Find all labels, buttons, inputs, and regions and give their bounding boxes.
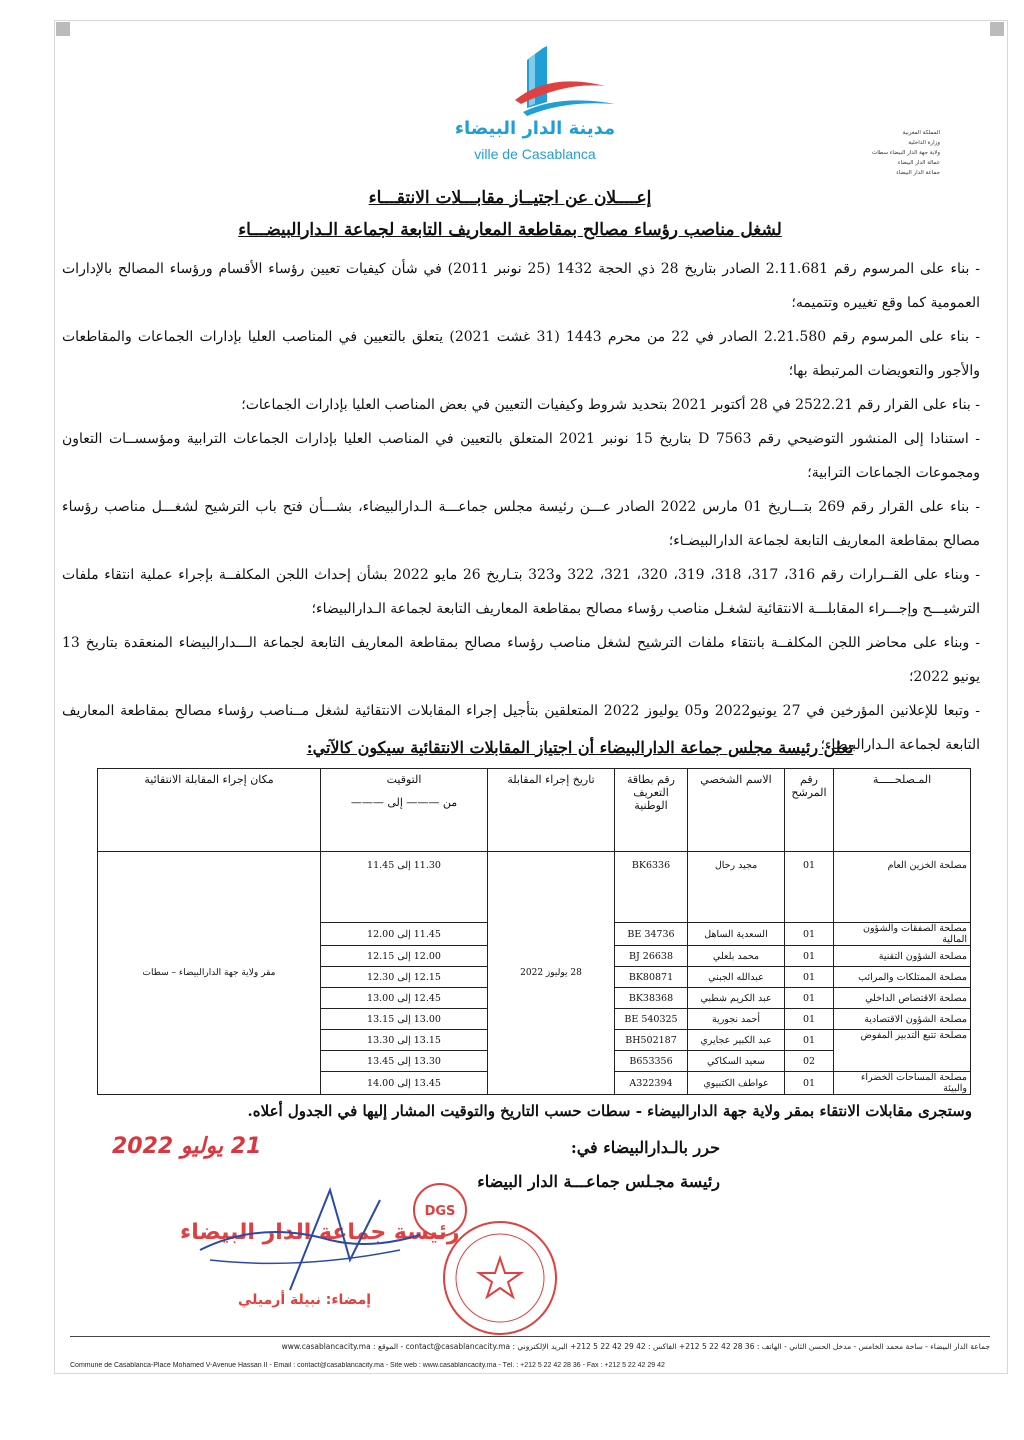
- preamble-paragraph: - وبناء على القــرارات رقم 316، 317، 318، 319، 320، 321، 322 و323 بتـاريخ 26 مايو 2022 بشأن إحداث اللجن المكلفــة بإجراء عملية انتقاء ملفات الترشيـــح وإجـــراء المقابلـــة الانتقائية لشغـل مناصب رؤساء مصالح بمقاطعة المعاريف التابعة لجماعة الـدارالبيضاء؛: [62, 567, 981, 617]
- scan-corner-mark: [56, 22, 70, 36]
- interview-schedule-table: [97, 768, 971, 1095]
- cell-time: 11.30 إلى 11.45: [321, 852, 488, 923]
- footer-divider: [70, 1336, 990, 1337]
- cell-name: عبدالله الجبني: [688, 967, 785, 988]
- document-subtitle: لشغل مناصب رؤساء مصالح بمقاطعة المعاريف التابعة لجماعة الـدارالبيضـــاء: [238, 220, 782, 240]
- preamble: [62, 252, 980, 762]
- header-time: [321, 769, 488, 852]
- cell-name: عبد الكريم شطبي: [688, 988, 785, 1009]
- cell-name: السعدية الساهل: [688, 923, 785, 946]
- place-label: حرر بالـدارالبيضاء في:: [570, 1138, 720, 1157]
- cell-number: 01: [785, 967, 834, 988]
- admin-line: جماعة الدار البيضاء: [896, 170, 940, 176]
- scan-corner-mark: [990, 22, 1004, 36]
- dgs-stamp-label: DGS: [424, 1204, 456, 1219]
- cell-name: مجيد رحال: [688, 852, 785, 923]
- cell-time: 13.00 إلى 13.15: [321, 1009, 488, 1030]
- signed-name: إمضاء: نبيلة أرميلي: [238, 1292, 372, 1308]
- header-time-range: من ——— إلى ———: [350, 796, 458, 809]
- cell-service: مصلحة الاقتصاص الداخلي: [834, 988, 971, 1009]
- cell-time: 13.45 إلى 14.00: [321, 1072, 488, 1095]
- preamble-paragraph: - وتبعا للإعلانين المؤرخين في 27 يونيو2022 و05 يوليوز 2022 المتعلقين بتأجيل إجراء المقابلات الانتقائية لشغل مــناصب رؤساء مصالح بمقاطعة المعاريف التابعة لجماعة الـدارالبيضاء؛: [62, 703, 980, 753]
- cell-service: مصلحة الخزين العام: [834, 852, 971, 923]
- stamp-title: رئيسة جماعة الدار البيضاء: [180, 1220, 460, 1245]
- cell-name: عواطف الكتبيوي: [688, 1072, 785, 1095]
- president-label: رئيسة مجـلس جماعـــة الدار البيضاء: [477, 1172, 720, 1191]
- footer-french: Commune de Casablanca-Place Mohamed V-Avenue Hassan II - Email : contact@casablancacity.ma - Site web : www.casablancacity.ma - Tél. : +212 5 22 42 28 36 - Fax : +212 5 22 42 29 42: [70, 1362, 665, 1369]
- admin-line: وزارة الداخلية: [908, 140, 940, 146]
- cell-time: 11.45 إلى 12.00: [321, 923, 488, 946]
- cell-number: 01: [785, 1030, 834, 1051]
- document-title: إعــــلان عن اجتيــاز مقابـــلات الانتقـــاء: [368, 188, 652, 208]
- cell-service: مصلحة الممتلكات والمرائب: [834, 967, 971, 988]
- cell-date: 28 يوليوز 2022: [488, 852, 615, 1095]
- cell-number: 01: [785, 852, 834, 923]
- cell-time: 13.30 إلى 13.45: [321, 1051, 488, 1072]
- preamble-paragraph: - بناء على القرار رقم 2522.21 في 28 أكتوبر 2021 بتحديد شروط وكيفيات التعيين في بعض المناصب العليا بإدارات الجماعات؛: [241, 397, 980, 413]
- cell-cin: BE 34736: [615, 923, 688, 946]
- cell-cin: A322394: [615, 1072, 688, 1095]
- city-name-french: ville de Casablanca: [474, 146, 596, 162]
- cell-cin: BK6336: [615, 852, 688, 923]
- header-candidate-number: رقم المرشح: [785, 769, 834, 852]
- header-cin: رقم بطاقة التعريف الوطنية: [615, 769, 688, 852]
- preamble-paragraph: - بناء على المرسوم رقم 2.11.681 الصادر بتاريخ 28 ذي الحجة 1432 (25 نونبر 2011) في شأن كيفيات تعيين رؤساء الأقسام ورؤساء المصالح بالإدارات العمومية كما وقع تغييره وتتميمه؛: [62, 261, 981, 311]
- header-service: المـصلحـــــة: [834, 769, 971, 852]
- cell-number: 01: [785, 1009, 834, 1030]
- cell-cin: BJ 26638: [615, 946, 688, 967]
- cell-cin: B653356: [615, 1051, 688, 1072]
- casablanca-logo-icon: [505, 42, 620, 120]
- cell-name: عبد الكبير عجايري: [688, 1030, 785, 1051]
- cell-name: محمد بلعلي: [688, 946, 785, 967]
- city-name-arabic: مدينة الدار البيضاء: [454, 118, 616, 139]
- preamble-paragraph: - استنادا إلى المنشور التوضيحي رقم D 7563 بتاريخ 15 نونبر 2021 المتعلق بالتعيين في المناصب العليا بإدارات الجماعات الترابية ومؤسســات التعاون ومجموعات الجماعات الترابية؛: [62, 431, 981, 481]
- cell-time: 12.00 إلى 12.15: [321, 946, 488, 967]
- header-date: تاريخ إجراء المقابلة: [488, 769, 615, 852]
- preamble-paragraph: - بناء على القرار رقم 269 بتـــاريخ 01 مارس 2022 الصادر عـــن رئيسة مجلس جماعـــة الـدارالبيضاء، بشـــأن فتح باب الترشيح لشغـــل مناصب رؤساء مصالح بمقاطعة المعاريف التابعة لجماعة الدارالبيضـاء؛: [62, 499, 981, 549]
- header-place: مكان إجراء المقابلة الانتقائية: [98, 769, 321, 852]
- cell-name: سعيد السكاكي: [688, 1051, 785, 1072]
- cell-cin: BH502187: [615, 1030, 688, 1051]
- cell-service: مصلحة المساحات الخضراء والبيئة: [834, 1072, 971, 1095]
- closing-statement: وستجرى مقابلات الانتقاء بمقر ولاية جهة الدارالبيضاء - سطات حسب التاريخ والتوقيت المشار إليها في الجدول أعلاه.: [247, 1102, 972, 1120]
- cell-number: 01: [785, 988, 834, 1009]
- cell-number: 01: [785, 946, 834, 967]
- cell-service: مصلحة الصفقات والشؤون المالية: [834, 923, 971, 946]
- admin-line: ولاية جهة الدار البيضاء سطات: [872, 150, 940, 156]
- cell-number: 01: [785, 923, 834, 946]
- admin-line: المملكة المغربية: [902, 130, 940, 136]
- header-name: الاسم الشخصي: [688, 769, 785, 852]
- cell-cin: BK38368: [615, 988, 688, 1009]
- cell-number: 01: [785, 1072, 834, 1095]
- administrative-header: [840, 128, 940, 178]
- cell-service: مصلحة تتبع التدبير المفوض: [834, 1030, 971, 1072]
- announcement: تعلن رئيسة مجلس جماعة الدارالبيضاء أن اجتياز المقابلات الانتقائية سيكون كالآتي:: [306, 738, 854, 757]
- cell-time: 12.45 إلى 13.00: [321, 988, 488, 1009]
- cell-service: مصلحة الشؤون التقنية: [834, 946, 971, 967]
- cell-cin: BK80871: [615, 967, 688, 988]
- cell-time: 12.15 إلى 12.30: [321, 967, 488, 988]
- admin-line: عمالة الدار البيضاء: [897, 160, 940, 166]
- handwritten-date: 21 يوليو 2022: [112, 1134, 262, 1159]
- cell-name: أحمد نجورية: [688, 1009, 785, 1030]
- cell-place: مقر ولاية جهة الدارالبيضاء – سطات: [98, 852, 321, 1095]
- cell-number: 02: [785, 1051, 834, 1072]
- preamble-paragraph: - وبناء على محاضر اللجن المكلفــة بانتقاء ملفات الترشيح لشغل مناصب رؤساء مصالح بمقاطعة المعاريف التابعة لجماعة الـــدارالبيضاء المنعقدة بتاريخ 13 يونيو 2022؛: [62, 635, 980, 685]
- table-header-row: [98, 769, 971, 852]
- cell-service: مصلحة الشؤون الاقتصادية: [834, 1009, 971, 1030]
- footer-arabic: جماعة الدار البيضاء - ساحة محمد الخامس - مدخل الحسن الثاني - الهاتف : 36 28 42 22 5 212+ الفاكس : 42 29 42 22 5 212+ البريد الإلكتروني : contact@casablancacity.ma - الموقع : www.casablancacity.ma: [281, 1342, 990, 1351]
- table-row: [98, 852, 971, 923]
- preamble-paragraph: - بناء على المرسوم رقم 2.21.580 الصادر في 22 من محرم 1443 (31 غشت 2021) يتعلق بالتعيين في المناصب العليا بإدارات الجماعات والمقاطعات والأجور والتعويضات المرتبطة بها؛: [62, 329, 980, 379]
- cell-cin: BE 540325: [615, 1009, 688, 1030]
- handwritten-signature-icon: [180, 1180, 440, 1300]
- cell-time: 13.15 إلى 13.30: [321, 1030, 488, 1051]
- header-time-label: التوقيت: [386, 773, 422, 786]
